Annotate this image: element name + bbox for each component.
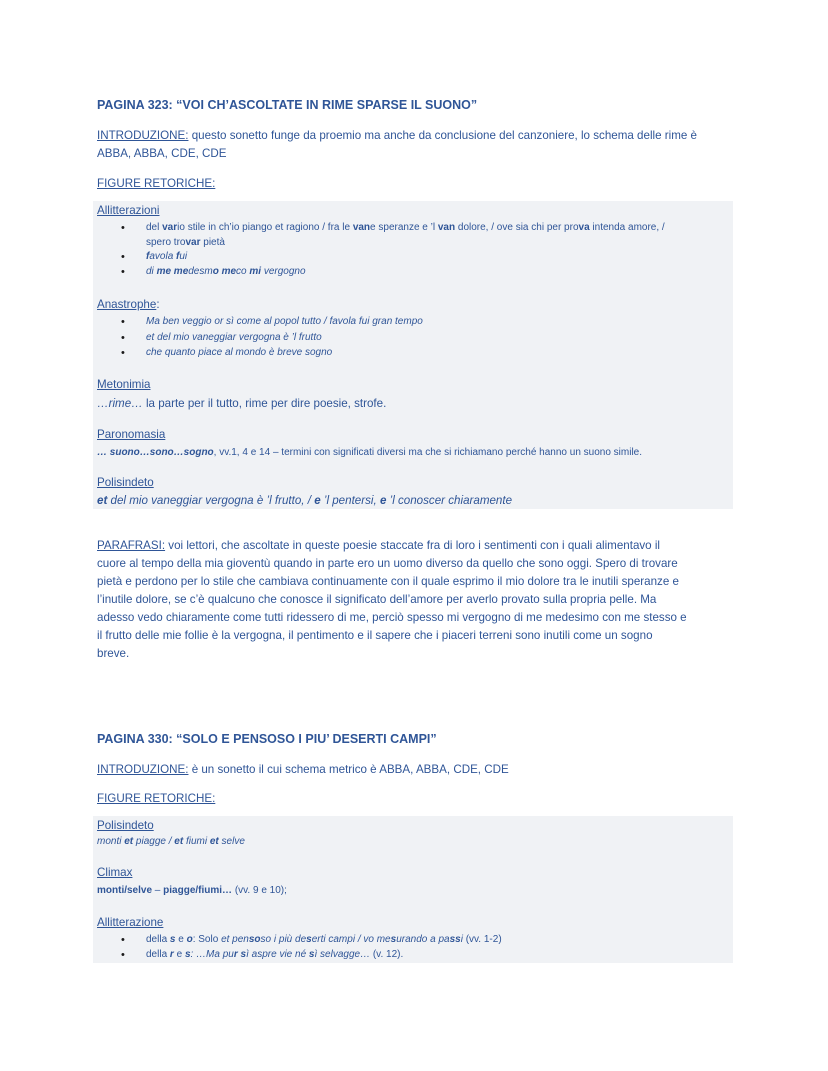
list-item: • Ma ben veggio or sì come al popol tutto / favola fui gran tempo <box>121 316 423 328</box>
metonimia-label: Metonimia <box>97 378 151 391</box>
paronomasia-text: … suono…sono…sogno, vv.1, 4 e 14 – termini con significati diversi ma che si richiamano perché hanno un suono simile. <box>97 447 643 458</box>
metonimia-text: …rime… la parte per il tutto, rime per dire poesie, strofe. <box>97 397 387 410</box>
climax-text: monti/selve – piagge/fiumi… (vv. 9 e 10); <box>97 885 287 896</box>
polisindeto-text: et del mio vaneggiar vergogna è ’l frutto, / e ’l pentersi, e ’l conoscer chiaramente <box>97 494 513 507</box>
section1-title: PAGINA 323: “VOI CH’ASCOLTATE IN RIME SPARSE IL SUONO” <box>97 98 478 112</box>
polisindeto-label: Polisindeto <box>97 476 154 489</box>
intro-label: INTRODUZIONE: <box>97 763 189 776</box>
paronomasia-label: Paronomasia <box>97 428 166 441</box>
anastrophe-list <box>97 315 737 361</box>
list-item: • che quanto piace al mondo è breve sogno <box>121 347 333 359</box>
list-item: • del vario stile in ch’io piango et ragiono / fra le vane speranze e ’l van dolore, / ove sia chi per prova intenda amore, / spero trovar pietà <box>121 222 665 248</box>
list-item: • favola fui <box>121 251 188 263</box>
polisindeto-text-2: monti et piagge / et fiumi et selve <box>97 836 245 847</box>
intro-text: questo sonetto funge da proemio ma anche da conclusione del canzoniere, lo schema delle rime è <box>188 129 697 142</box>
list-item: • di me medesmo meco mi vergogno <box>121 265 306 278</box>
parafrasi: PARAFRASI: voi lettori, che ascoltate in queste poesie staccate fra di loro i sentimenti con i quali alimentavo il cuore al tempo della mia gioventù quando in parte ero un uomo diverso da quello che sono oggi. Spero di trovare pietà e perdono per lo stile che cambiava continuamente con il quale esprimo il mio dolore tra le inutili speranze e l’inutile dolore, se c’è qualcuno che conosce il significato dell’amore per averlo provato sulla propria pelle. Ma adesso vedo chiaramente come tutti ridessero di me, perciò spesso mi vergogno di me medesimo con me stesso e il frutto delle mie follie è la vergogna, il pentimento e il sapere che i piaceri terreni sono inutili come un sogno breve. <box>97 539 687 660</box>
climax-label: Climax <box>97 866 133 879</box>
list-item: • della r e s: …Ma pur sì aspre vie né sì selvagge… (v. 12). <box>121 948 404 961</box>
figure-retoriche-label: FIGURE RETORICHE: <box>97 177 216 190</box>
section1-intro <box>97 127 737 163</box>
intro-text-2: ABBA, ABBA, CDE, CDE <box>97 147 227 160</box>
intro-label: INTRODUZIONE: <box>97 129 189 142</box>
section2-title: PAGINA 330: “SOLO E PENSOSO I PIU’ DESERTI CAMPI” <box>97 732 437 746</box>
polisindeto-label-2: Polisindeto <box>97 819 154 832</box>
allitterazioni-list <box>97 221 737 279</box>
anastrophe-label: Anastrophe <box>97 298 157 311</box>
list-item: • et del mio vaneggiar vergogna è ’l frutto <box>121 331 322 344</box>
allitterazioni-label: Allitterazioni <box>97 204 160 217</box>
figure-retoriche-label-2: FIGURE RETORICHE: <box>97 792 216 805</box>
section2-intro: INTRODUZIONE: è un sonetto il cui schema metrico è ABBA, ABBA, CDE, CDE <box>97 763 509 776</box>
anastrophe-heading: Anastrophe: <box>97 298 160 311</box>
allitterazione-label: Allitterazione <box>97 916 164 929</box>
allitterazione-list <box>97 933 737 962</box>
list-item: • della s e o: Solo et pensoso i più deserti campi / vo mesurando a passi (vv. 1-2) <box>121 934 502 946</box>
parafrasi-label: PARAFRASI: <box>97 539 166 552</box>
